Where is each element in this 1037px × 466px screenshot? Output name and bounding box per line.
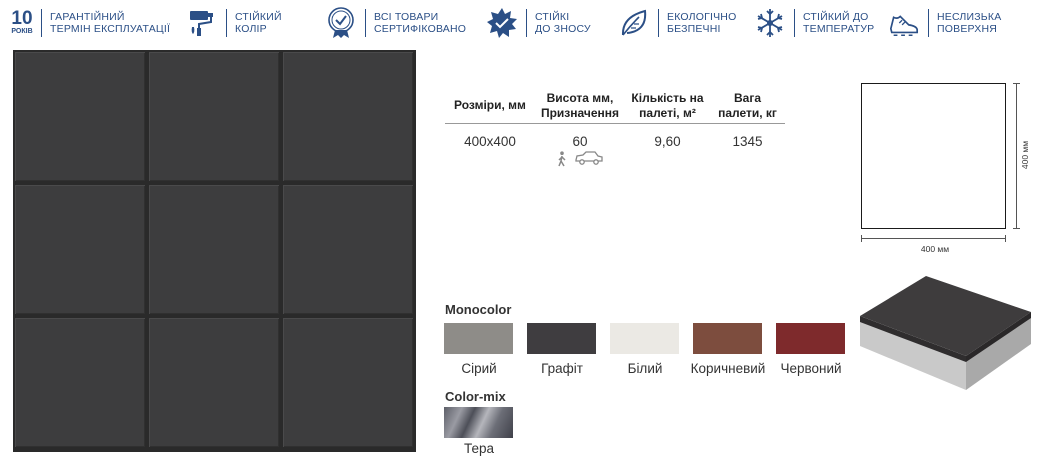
pedestrian-icon xyxy=(556,151,568,167)
tile-cell xyxy=(15,318,145,447)
swatch-label: Коричневий xyxy=(690,361,766,376)
swatch-label: Тера xyxy=(463,441,494,456)
feature-color xyxy=(186,6,282,40)
cell-pallet-qty: 9,60 xyxy=(654,134,681,149)
badge-sub: РОКІВ xyxy=(11,28,33,35)
header-line: палеті, м² xyxy=(639,105,696,120)
feature-separator xyxy=(928,9,929,37)
feature-line1: НЕСЛИЗЬКА xyxy=(937,11,1002,23)
swatch-red[interactable] xyxy=(776,323,845,354)
header-line: Вага xyxy=(733,90,761,105)
feature-text xyxy=(667,11,736,35)
cell-size: 400x400 xyxy=(464,134,516,149)
tile-cell xyxy=(149,185,279,314)
feature-warranty xyxy=(6,6,170,40)
table-row xyxy=(445,124,785,180)
tile-cell xyxy=(15,185,145,314)
feature-line2: КОЛІР xyxy=(235,23,267,35)
paint-brush-icon xyxy=(186,7,218,39)
ten-years-badge xyxy=(6,7,38,39)
tile-cell xyxy=(283,52,413,181)
cell-pallet-weight: 1345 xyxy=(732,134,763,149)
dimension-drawing xyxy=(861,83,1006,229)
swatch-tera[interactable] xyxy=(444,407,513,438)
badge-number: 10 xyxy=(11,8,33,29)
feature-line2: БЕЗПЕЧНІ xyxy=(667,23,721,35)
feature-separator xyxy=(365,9,366,37)
header-size xyxy=(445,98,535,113)
swatch-label: Білий xyxy=(627,361,663,376)
header-pallet-qty xyxy=(625,91,710,121)
shoe-icon xyxy=(888,7,920,39)
swatch-white[interactable] xyxy=(610,323,679,354)
swatch-label: Сірий xyxy=(461,361,497,376)
spec-table-header xyxy=(445,88,785,124)
feature-line2: ТЕМПЕРАТУР xyxy=(803,23,875,35)
feature-line1: ЕКОЛОГІЧНО xyxy=(667,11,737,23)
feature-line1: ВСІ ТОВАРИ xyxy=(374,11,439,23)
swatch-grey[interactable] xyxy=(444,323,513,354)
feature-line1: СТІЙКИЙ ДО xyxy=(803,11,869,23)
feature-line2: ПОВЕРХНЯ xyxy=(937,23,998,35)
feature-separator xyxy=(794,9,795,37)
header-pallet-weight xyxy=(710,91,785,121)
feature-text xyxy=(50,11,170,35)
header-line: Кількість на xyxy=(631,90,704,105)
swatch-graphite[interactable] xyxy=(527,323,596,354)
car-icon xyxy=(574,151,604,165)
colormix-title: Color-mix xyxy=(445,389,506,404)
feature-line2: ТЕРМІН ЕКСПЛУАТАЦІЇ xyxy=(50,23,171,35)
tile-cell xyxy=(149,318,279,447)
feature-nonslip xyxy=(888,6,1001,40)
header-line: Розміри, мм xyxy=(454,98,526,112)
feature-certified xyxy=(325,6,466,40)
width-label: 400 мм xyxy=(920,244,950,254)
snowflake-sun-icon xyxy=(754,7,786,39)
swatch-brown[interactable] xyxy=(693,323,762,354)
feature-separator xyxy=(526,9,527,37)
header-height xyxy=(535,91,625,121)
header-line: Висота мм, xyxy=(546,90,614,105)
feature-text xyxy=(235,11,282,35)
swatch-label: Графіт xyxy=(541,361,583,376)
feature-text xyxy=(937,11,1001,35)
height-dimension-line xyxy=(1016,83,1017,229)
tile-cell xyxy=(283,185,413,314)
feature-line2: ДО ЗНОСУ xyxy=(535,23,591,35)
purpose-icons xyxy=(535,151,625,167)
leaf-icon xyxy=(618,7,650,39)
tile-photo xyxy=(13,50,416,452)
height-label: 400 мм xyxy=(1020,140,1030,170)
tile-cell xyxy=(283,318,413,447)
spec-table xyxy=(445,88,785,180)
header-line: палети, кг xyxy=(718,105,777,120)
swatch-label: Червоний xyxy=(780,361,842,376)
feature-text xyxy=(374,11,466,35)
feature-temperature xyxy=(754,6,874,40)
feature-separator xyxy=(226,9,227,37)
cell-height xyxy=(535,134,625,180)
feature-wear xyxy=(486,6,591,40)
width-dimension-line xyxy=(861,238,1006,239)
tile-cell xyxy=(149,52,279,181)
feature-line1: ГАРАНТІЙНИЙ xyxy=(50,11,125,23)
feature-eco xyxy=(618,6,736,40)
certified-badge-icon xyxy=(325,7,357,39)
feature-text xyxy=(803,11,874,35)
height-value: 60 xyxy=(572,134,588,149)
wear-resistant-icon xyxy=(486,7,518,39)
feature-text xyxy=(535,11,591,35)
monocolor-title: Monocolor xyxy=(445,302,512,317)
tile-cell xyxy=(15,52,145,181)
feature-separator xyxy=(41,9,42,37)
header-line: Призначення xyxy=(540,105,620,120)
tile-3d-render xyxy=(858,272,1033,392)
feature-line2: СЕРТИФІКОВАНО xyxy=(374,23,467,35)
feature-line1: СТІЙКИЙ xyxy=(235,11,282,23)
feature-separator xyxy=(658,9,659,37)
features-strip xyxy=(0,0,1037,46)
feature-line1: СТІЙКІ xyxy=(535,11,570,23)
